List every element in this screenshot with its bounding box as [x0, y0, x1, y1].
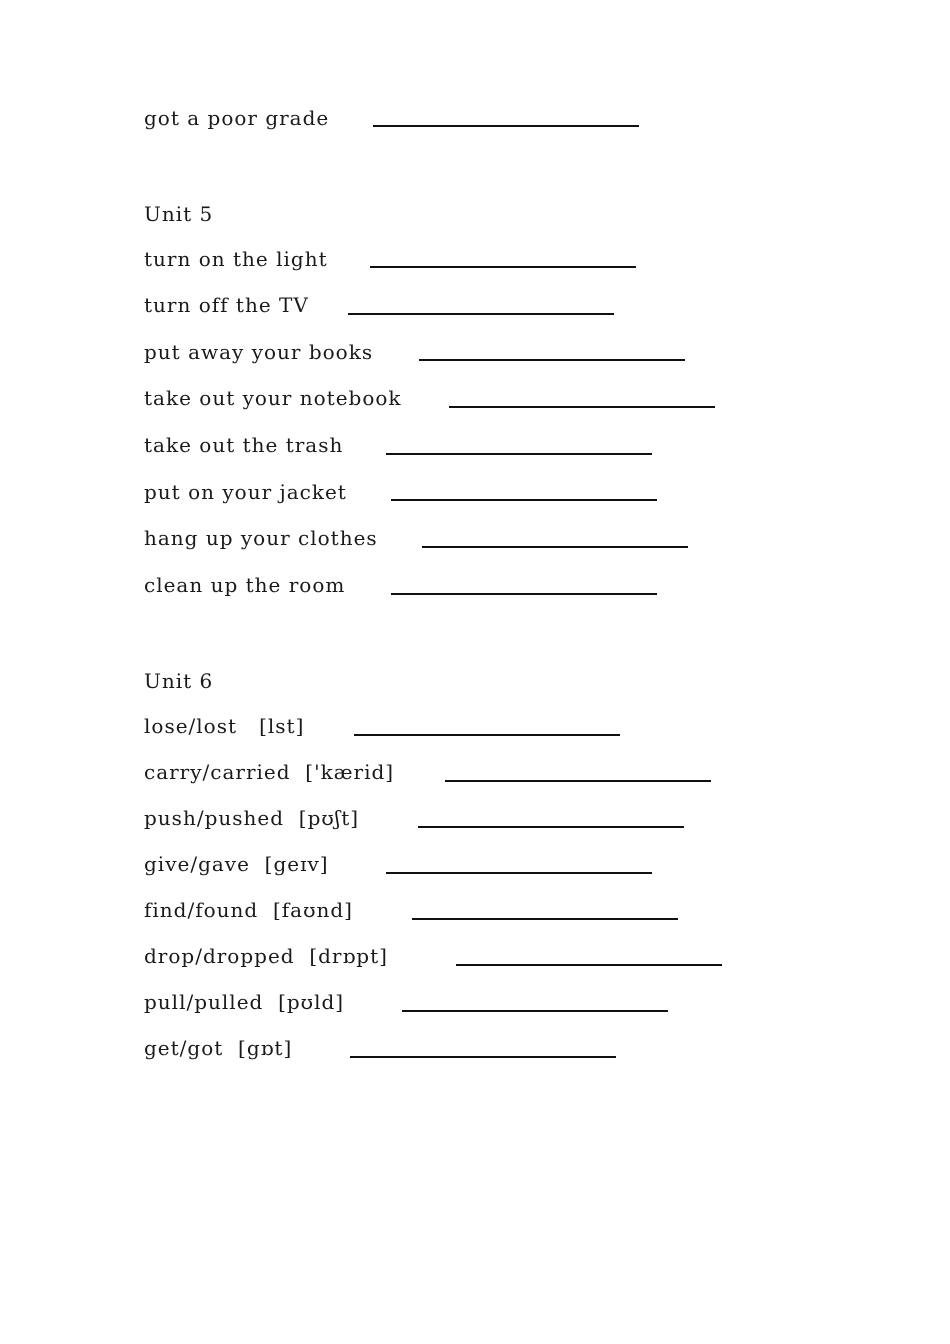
phrase-label: put on your jacket — [144, 480, 347, 504]
verb-entry — [144, 898, 353, 922]
verb-entry — [144, 944, 388, 968]
answer-blank[interactable] — [370, 266, 636, 268]
verb-entry — [144, 714, 304, 738]
answer-blank[interactable] — [456, 964, 722, 966]
phonetic: [lst] — [259, 714, 305, 738]
phrase-label: turn off the TV — [144, 293, 309, 317]
phrase-label: take out the trash — [144, 433, 344, 457]
verb-forms: lose/lost — [144, 714, 238, 738]
verb-entry — [144, 852, 329, 876]
phrase-label: got a poor grade — [144, 106, 330, 130]
unit-5-heading: Unit 5 — [144, 202, 214, 226]
answer-blank[interactable] — [449, 406, 715, 408]
phonetic: [gɒt] — [238, 1036, 293, 1060]
phrase-label: take out your notebook — [144, 386, 402, 410]
answer-blank[interactable] — [373, 125, 639, 127]
answer-blank[interactable] — [402, 1010, 668, 1012]
verb-entry — [144, 760, 394, 784]
phrase-label: turn on the light — [144, 247, 328, 271]
unit-6-heading: Unit 6 — [144, 669, 214, 693]
phonetic: [geɪv] — [264, 852, 329, 876]
phonetic: [drɒpt] — [309, 944, 388, 968]
answer-blank[interactable] — [412, 918, 678, 920]
phrase-label: hang up your clothes — [144, 526, 378, 550]
verb-forms: push/pushed — [144, 806, 285, 830]
phrase-label: clean up the room — [144, 573, 346, 597]
answer-blank[interactable] — [386, 453, 652, 455]
verb-forms: give/gave — [144, 852, 250, 876]
phonetic: [pʊld] — [278, 990, 345, 1014]
phonetic: ['kærid] — [305, 760, 395, 784]
answer-blank[interactable] — [422, 546, 688, 548]
phonetic: [pʊʃt] — [298, 806, 360, 830]
answer-blank[interactable] — [350, 1056, 616, 1058]
verb-forms: drop/dropped — [144, 944, 295, 968]
phrase-label: put away your books — [144, 340, 374, 364]
answer-blank[interactable] — [418, 826, 684, 828]
answer-blank[interactable] — [445, 780, 711, 782]
verb-forms: find/found — [144, 898, 259, 922]
answer-blank[interactable] — [419, 359, 685, 361]
verb-entry — [144, 990, 344, 1014]
verb-forms: pull/pulled — [144, 990, 264, 1014]
answer-blank[interactable] — [386, 872, 652, 874]
verb-entry — [144, 806, 359, 830]
answer-blank[interactable] — [348, 313, 614, 315]
phonetic: [faʊnd] — [272, 898, 353, 922]
verb-entry — [144, 1036, 292, 1060]
answer-blank[interactable] — [391, 499, 657, 501]
verb-forms: carry/carried — [144, 760, 291, 784]
answer-blank[interactable] — [391, 593, 657, 595]
verb-forms: get/got — [144, 1036, 224, 1060]
answer-blank[interactable] — [354, 734, 620, 736]
